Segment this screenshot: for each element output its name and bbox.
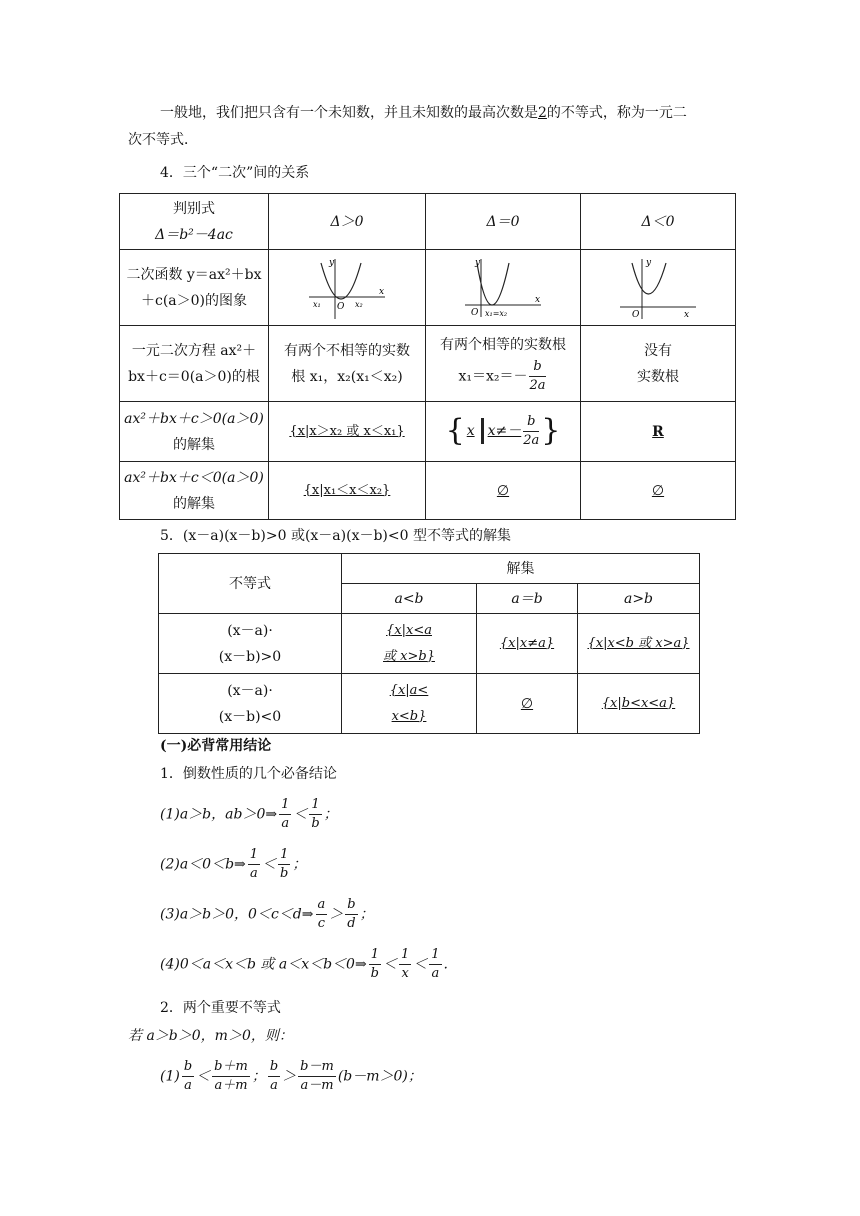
c3-premise: (3)a＞b＞0，0＜c＜d⇒ (160, 906, 314, 923)
denominator: a (281, 816, 290, 831)
numerator: b (182, 1058, 194, 1077)
disc-header (120, 194, 269, 250)
lt-solution-lt: ∅ (581, 462, 736, 520)
col-ineq-header: 不等式 (159, 554, 342, 614)
intro-line-1 (160, 103, 687, 123)
graph-one-root (426, 250, 581, 326)
set-divider (481, 418, 484, 444)
graph-label-b: ＋c(a＞0)的图象 (140, 292, 248, 309)
numerator: b (523, 413, 539, 432)
fraction (523, 413, 539, 450)
fraction (248, 846, 260, 883)
gt-solution-gt: {x|x＞x₂ 或 x＜x₁} (269, 402, 426, 462)
c1-op: ＜ (293, 806, 308, 823)
c2-end: ； (292, 856, 307, 873)
table-row (159, 614, 700, 674)
table-row (159, 554, 700, 584)
x-label: x (379, 286, 385, 297)
row2-gt: {x|b<x<a} (578, 674, 700, 734)
origin-label: O (471, 307, 479, 318)
denominator: 2a (529, 378, 546, 393)
roots-lt (581, 326, 736, 402)
row2-eq: ∅ (477, 674, 578, 734)
fraction (212, 1058, 250, 1095)
conclusions-heading: (一)必背常用结论 (160, 738, 272, 754)
table-row (159, 674, 700, 734)
numerator: 1 (369, 946, 381, 965)
denominator: a (184, 1078, 192, 1093)
denominator: d (347, 916, 356, 931)
x-label: x (535, 294, 541, 305)
row1-label (159, 614, 342, 674)
graph-label-a: 二次函数 y＝ax²＋bx (126, 266, 262, 283)
y-label: y (475, 257, 481, 268)
numerator: 1 (248, 846, 260, 865)
origin-label: O (632, 309, 640, 320)
numerator: 1 (399, 946, 411, 965)
row1-lt-b: 或 x>b} (383, 648, 435, 664)
c4-op2: ＜ (413, 956, 428, 973)
table-row (120, 402, 736, 462)
row2-label-b: (x－b)<0 (218, 708, 282, 725)
row1-lt-a: {x|x<a (386, 622, 432, 638)
numerator: b (345, 896, 357, 915)
y-label: y (646, 257, 652, 268)
roots-eq-b: x₁＝x₂＝－ (458, 368, 528, 385)
d1-end: (b－m＞0)； (337, 1068, 422, 1085)
conclusion-2 (160, 846, 306, 883)
sub-lt-header: a<b (342, 584, 477, 614)
sub-eq-header: a＝b (477, 584, 578, 614)
c4-end: . (443, 956, 448, 973)
fraction (429, 946, 441, 983)
set-condition: x≠－ (487, 423, 522, 440)
parabola-two-roots-graph (307, 255, 387, 321)
section5-title: 5．(x－a)(x－b)>0 或(x－a)(x－b)<0 型不等式的解集 (160, 528, 511, 544)
roots-lt-b: 实数根 (637, 368, 679, 385)
fraction (345, 896, 357, 933)
d1-op1: ＜ (196, 1068, 211, 1085)
quadratic-relation-table (119, 193, 736, 520)
c2-premise: (2)a＜0＜b⇒ (160, 856, 246, 873)
c1-premise: (1)a＞b，ab＞0⇒ (160, 806, 278, 823)
item2-condition: 若 a＞b＞0，m＞0，则： (128, 1028, 293, 1044)
intro-line-2: 次不等式． (128, 132, 198, 148)
intro-text-a: 一般地，我们把只含有一个未知数，并且未知数的最高次数是 (160, 105, 538, 121)
d1-pre: (1) (160, 1068, 180, 1085)
x2-label: x₂ (355, 299, 363, 309)
set-variable: x (466, 423, 475, 440)
col-solution-header: 解集 (342, 554, 700, 584)
numerator: a (316, 896, 328, 915)
row1-label-a: (x－a)· (227, 622, 273, 639)
fraction (316, 896, 328, 933)
item2-title: 2．两个重要不等式 (160, 1000, 281, 1016)
numerator: 1 (429, 946, 441, 965)
y-label: y (329, 257, 335, 268)
disc-formula: Δ＝b²－4ac (155, 226, 233, 243)
denominator: a－m (300, 1078, 334, 1093)
gt-row-label (120, 402, 269, 462)
gt-solution-eq (426, 402, 581, 462)
conclusion-1 (160, 796, 338, 833)
gt-label-b: 的解集 (173, 436, 215, 453)
roots-row-label (120, 326, 269, 402)
denominator: a (250, 866, 258, 881)
gt-label-a: ax²＋bx＋c＞0(a＞0) (124, 410, 264, 427)
parabola-no-root-graph (618, 255, 698, 321)
x12-label: x₁=x₂ (485, 308, 508, 318)
d1-op2: ＞ (282, 1068, 297, 1085)
denominator: x (401, 966, 409, 981)
inequality-1 (160, 1058, 422, 1095)
row2-lt-b: x<b} (391, 708, 427, 724)
row1-lt (342, 614, 477, 674)
parabola-curve (321, 263, 361, 299)
fraction (182, 1058, 194, 1095)
conclusion-4 (160, 946, 448, 983)
fraction (279, 796, 291, 833)
intro-text-b: 的不等式，称为一元二 (546, 105, 687, 121)
lt-row-label (120, 462, 269, 520)
table-row (120, 326, 736, 402)
disc-label: 判别式 (173, 200, 215, 217)
fraction (309, 796, 321, 833)
col-gt-header: Δ＞0 (269, 194, 426, 250)
item1-title: 1．倒数性质的几个必备结论 (160, 766, 337, 782)
d1-sep: ； (251, 1068, 266, 1085)
row1-label-b: (x－b)>0 (218, 648, 282, 665)
brace-left: { (445, 413, 465, 449)
roots-label-b: bx＋c＝0(a＞0)的根 (128, 368, 260, 385)
set-builder (446, 413, 561, 450)
table-row (120, 250, 736, 326)
c4-op1: ＜ (382, 956, 397, 973)
section4-title: 4．三个“二次”间的关系 (160, 165, 310, 181)
roots-label-a: 一元二次方程 ax²＋ (131, 342, 257, 359)
x1-label: x₁ (313, 299, 321, 309)
denominator: 2a (523, 432, 540, 448)
numerator: 1 (279, 796, 291, 815)
graph-two-roots (269, 250, 426, 326)
fraction (369, 946, 381, 983)
c3-op: ＞ (329, 906, 344, 923)
row2-label-a: (x－a)· (227, 682, 273, 699)
x-label: x (684, 309, 690, 320)
denominator: b (280, 866, 289, 881)
factored-inequality-table (158, 553, 700, 734)
fraction (399, 946, 411, 983)
c4-premise: (4)0＜a＜x＜b 或 a＜x＜b＜0⇒ (160, 956, 367, 973)
sub-gt-header: a>b (578, 584, 700, 614)
numerator: b－m (298, 1058, 336, 1077)
col-eq-header: Δ＝0 (426, 194, 581, 250)
row1-eq: {x|x≠a} (477, 614, 578, 674)
roots-gt (269, 326, 426, 402)
origin-label: O (337, 301, 345, 312)
row1-gt: {x|x<b 或 x>a} (578, 614, 700, 674)
graph-no-root (581, 250, 736, 326)
lt-label-a: ax²＋bx＋c＜0(a＞0) (124, 469, 264, 486)
roots-eq-a: 有两个相等的实数根 (440, 337, 566, 353)
c1-end: ； (323, 806, 338, 823)
numerator: b (268, 1058, 280, 1077)
roots-gt-b: 根 x₁，x₂(x₁＜x₂) (291, 368, 403, 385)
col-lt-header: Δ＜0 (581, 194, 736, 250)
denominator: b (311, 816, 320, 831)
intro-degree: 2 (538, 105, 547, 121)
denominator: a (270, 1078, 278, 1093)
roots-eq-formula (430, 358, 576, 395)
c3-end: ； (359, 906, 374, 923)
row2-lt-a: {x|a< (389, 682, 429, 698)
numerator: b (529, 358, 545, 377)
denominator: c (317, 916, 326, 931)
numerator: 1 (278, 846, 290, 865)
denominator: a＋m (214, 1078, 248, 1093)
c2-op: ＜ (262, 856, 277, 873)
roots-lt-a: 没有 (644, 342, 672, 359)
lt-label-b: 的解集 (173, 495, 215, 512)
roots-gt-a: 有两个不相等的实数 (284, 342, 410, 359)
gt-solution-lt: R (581, 402, 736, 462)
conclusion-3 (160, 896, 374, 933)
fraction (529, 358, 545, 395)
fraction (298, 1058, 336, 1095)
row2-label (159, 674, 342, 734)
brace-right: } (541, 413, 561, 449)
parabola-one-root-graph (463, 255, 543, 321)
numerator: 1 (309, 796, 321, 815)
denominator: b (370, 966, 379, 981)
fraction (278, 846, 290, 883)
table-row (120, 462, 736, 520)
fraction (268, 1058, 280, 1095)
roots-eq (426, 326, 581, 402)
table-row (120, 194, 736, 250)
lt-solution-eq: ∅ (426, 462, 581, 520)
lt-solution-gt: {x|x₁＜x＜x₂} (269, 462, 426, 520)
row2-lt (342, 674, 477, 734)
denominator: a (431, 966, 440, 981)
graph-row-label (120, 250, 269, 326)
numerator: b＋m (212, 1058, 250, 1077)
parabola-curve (477, 263, 509, 305)
